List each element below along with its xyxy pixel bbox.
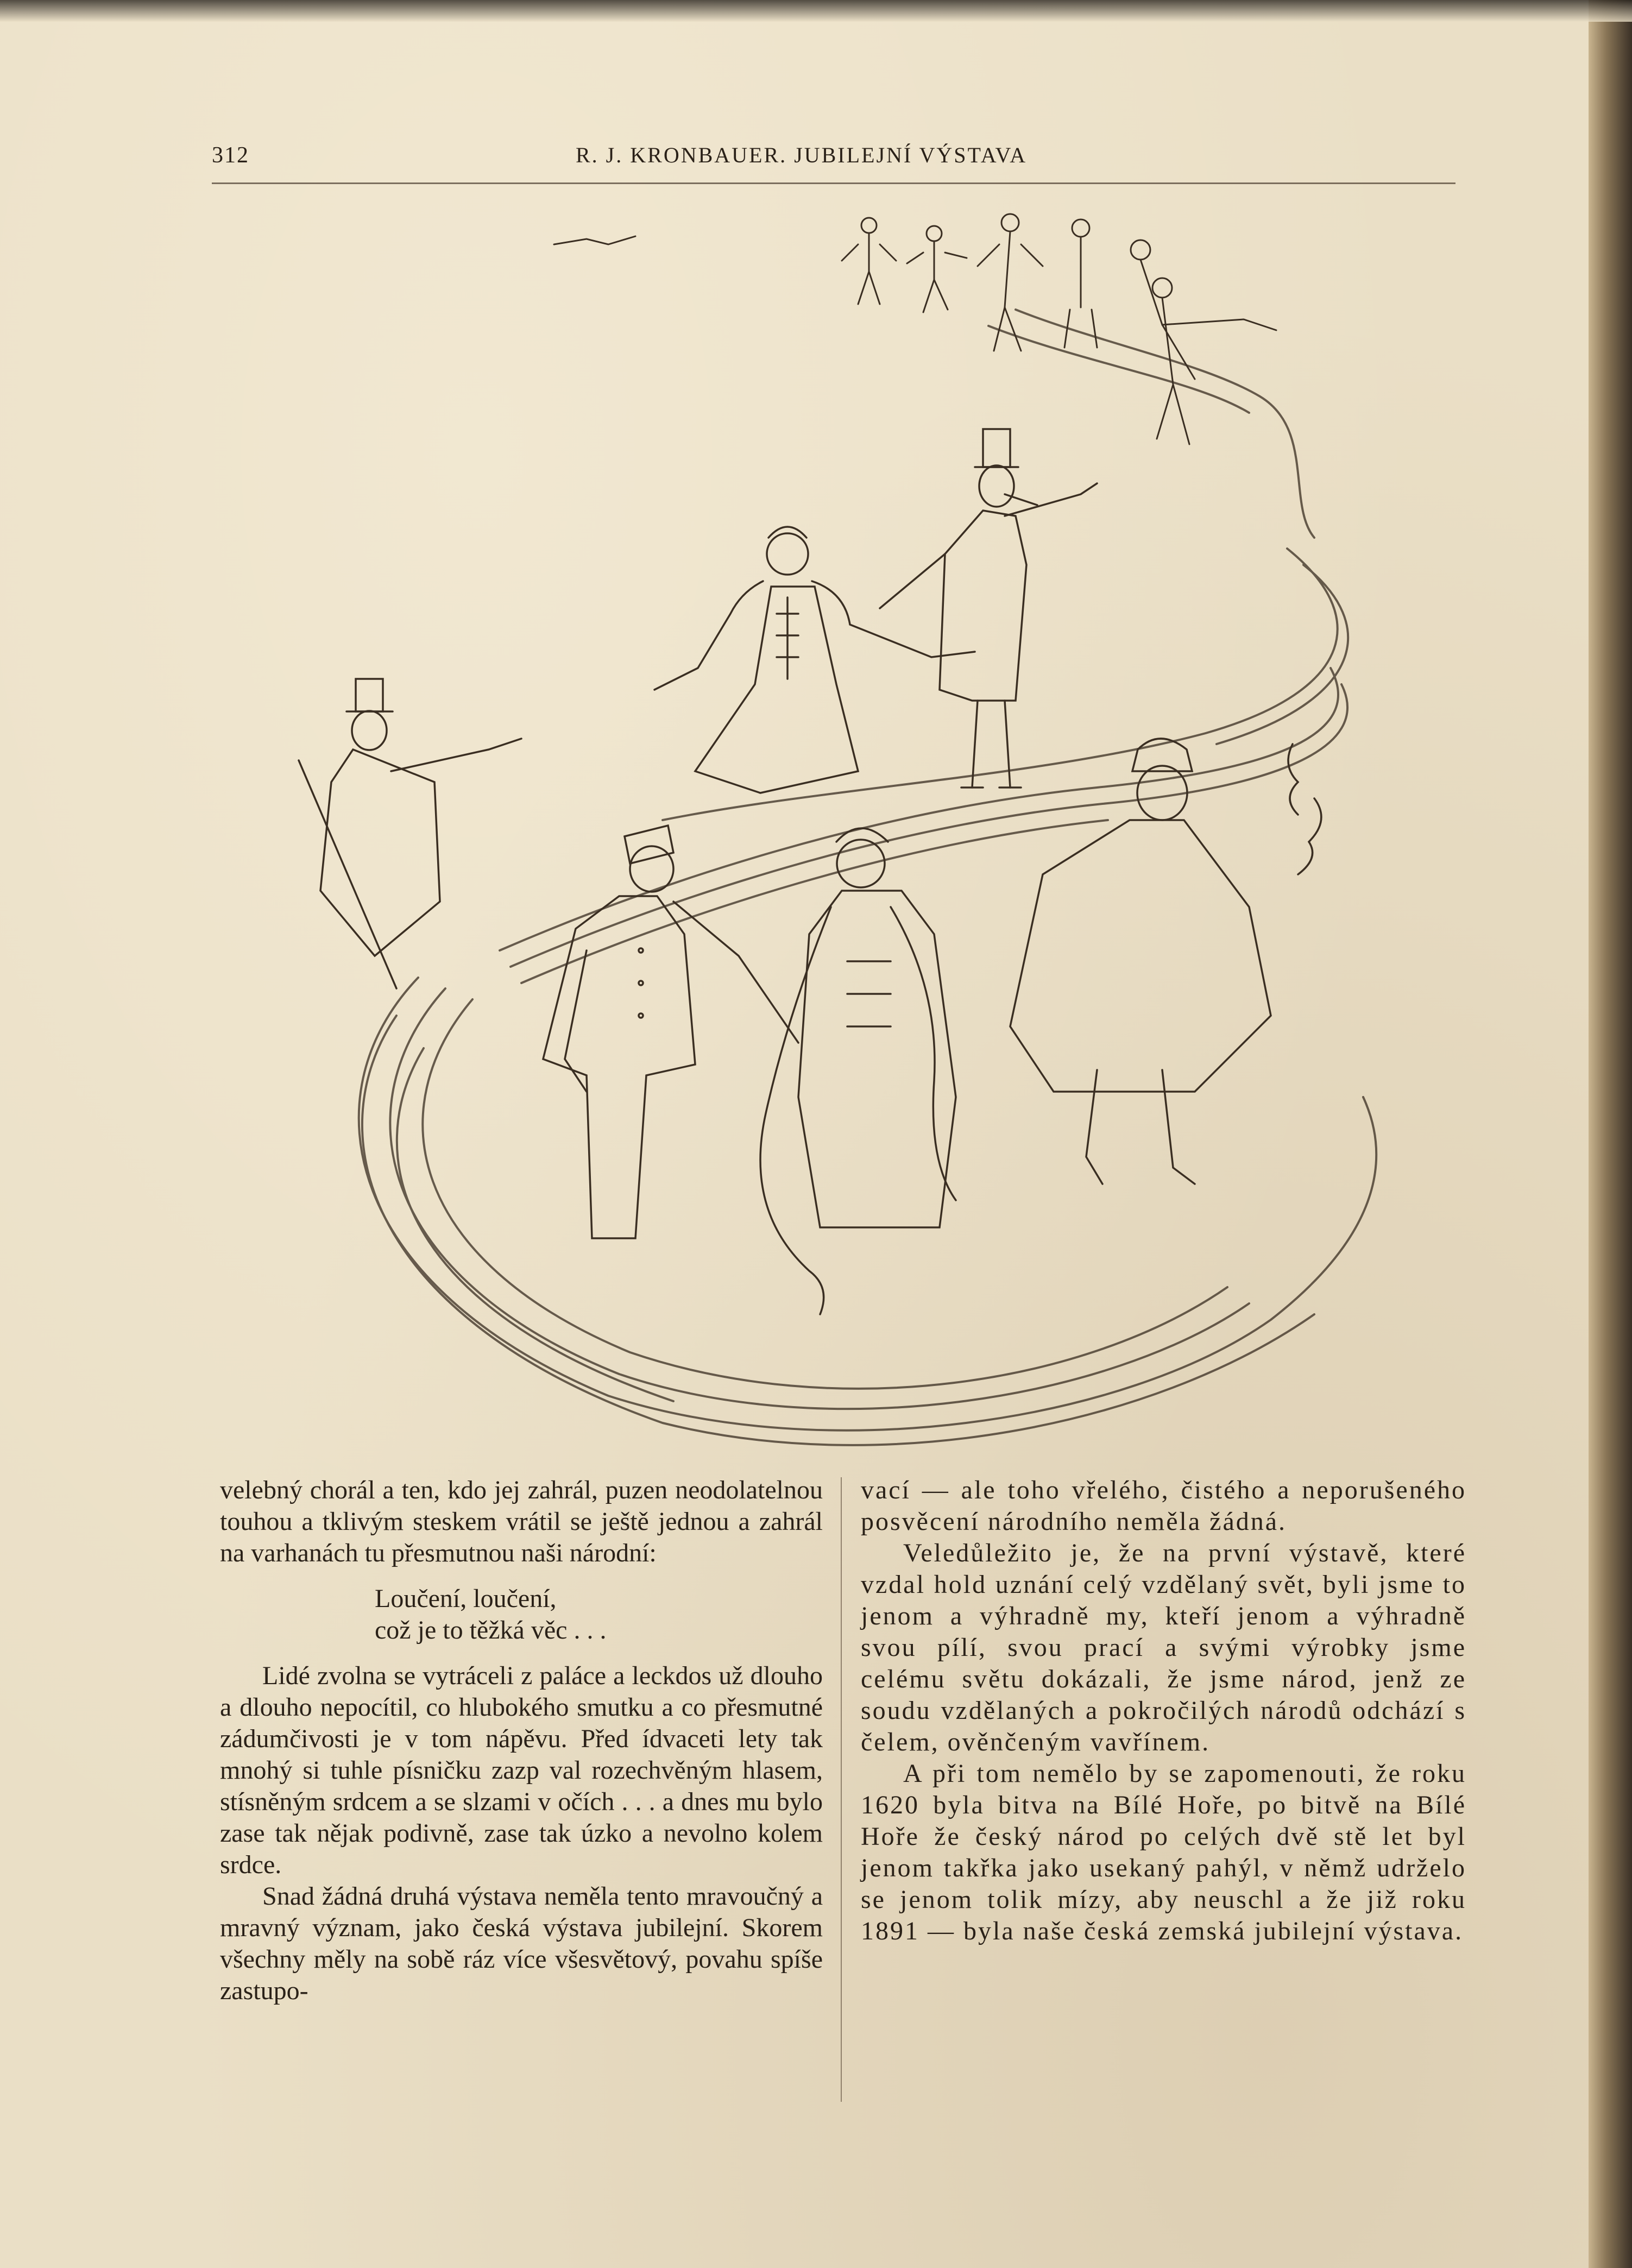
skater-man-in-cape bbox=[1010, 739, 1321, 1184]
column-divider bbox=[841, 1477, 842, 2102]
page-number: 312 bbox=[212, 143, 249, 168]
skater-man-with-cane bbox=[299, 679, 521, 988]
book-gutter-edge bbox=[1589, 0, 1632, 2268]
skater-woman-fur-boa bbox=[760, 828, 956, 1314]
scan-top-shadow bbox=[0, 0, 1632, 22]
skating-illustration bbox=[282, 201, 1417, 1466]
skater-top-hat-man bbox=[880, 429, 1097, 788]
paragraph: A při tom nemělo by se zapomenouti, že roku 1620 byla bitva na Bílé Hoře, po bitvě na Bílé Hoře že český národ po celých dvě stě let byl jenom takřka jako usekaný pahýl, v němž udrželo se jenom tolik mízy, aby neuschl a že již roku 1891 — byla naše česká zemská jubilejní výstava. bbox=[861, 1759, 1466, 1945]
paragraph: velebný chorál a ten, kdo jej zahrál, puzen neodolatelnou touhou a tklivým steskem vrátil se ještě jednou a zahrál na varhanách tu přesmutnou naši národní: bbox=[220, 1476, 823, 1567]
paragraph: Lidé zvolna se vytráceli z paláce a leckdos už dlouho a dlouho nepocítil, co hlubokého smutku a co přesmutné zádumčivosti je v tom nápěvu. Před ídvaceti lety tak mnohý si tuhle písničku zazp val rozechvěným hlasem, stísněným srdcem a se slzami v očích . . . a dnes mu bylo zase tak nějak podivně, zase tak úzko a nevolno kolem srdce. bbox=[220, 1661, 823, 1879]
skater-woman-curly-hair bbox=[654, 527, 975, 793]
header-rule bbox=[212, 182, 1455, 184]
paragraph: vací — ale toho vřelého, čistého a neporušeného posvěcení národního neměla žádná. bbox=[861, 1476, 1466, 1536]
song-verse-line: Loučení, loučení, bbox=[375, 1584, 557, 1613]
distant-skaters bbox=[554, 214, 1276, 444]
paragraph: Snad žádná druhá výstava neměla tento mravoučný a mravný význam, jako česká výstava jubilejní. Skorem všechny měly na sobě ráz více všesvětový, povahu spíše zastupo- bbox=[220, 1882, 823, 2005]
ice-swirl-strokes bbox=[359, 310, 1376, 1445]
skater-soldier bbox=[543, 826, 798, 1238]
text-column-left bbox=[220, 1475, 823, 2007]
running-header bbox=[212, 142, 1455, 180]
text-column-right bbox=[861, 1475, 1466, 1947]
running-title: R. J. KRONBAUER. JUBILEJNÍ VÝSTAVA bbox=[576, 143, 1028, 167]
song-verse-line: což je to těžká věc . . . bbox=[375, 1616, 607, 1645]
paragraph: Veledůležito je, že na první výstavě, které vzdal hold uznání celý vzdělaný svět, byli jsme to jenom a výhradně my, kteří jenom a výhradně svou pílí, svou prací a svými výrobky jsme celému světu dokázali, že jsme národ, jenž ze soudu vzdělaných a pokročilých národů odchází s čelem, ověnčeným vavřínem. bbox=[861, 1539, 1466, 1756]
